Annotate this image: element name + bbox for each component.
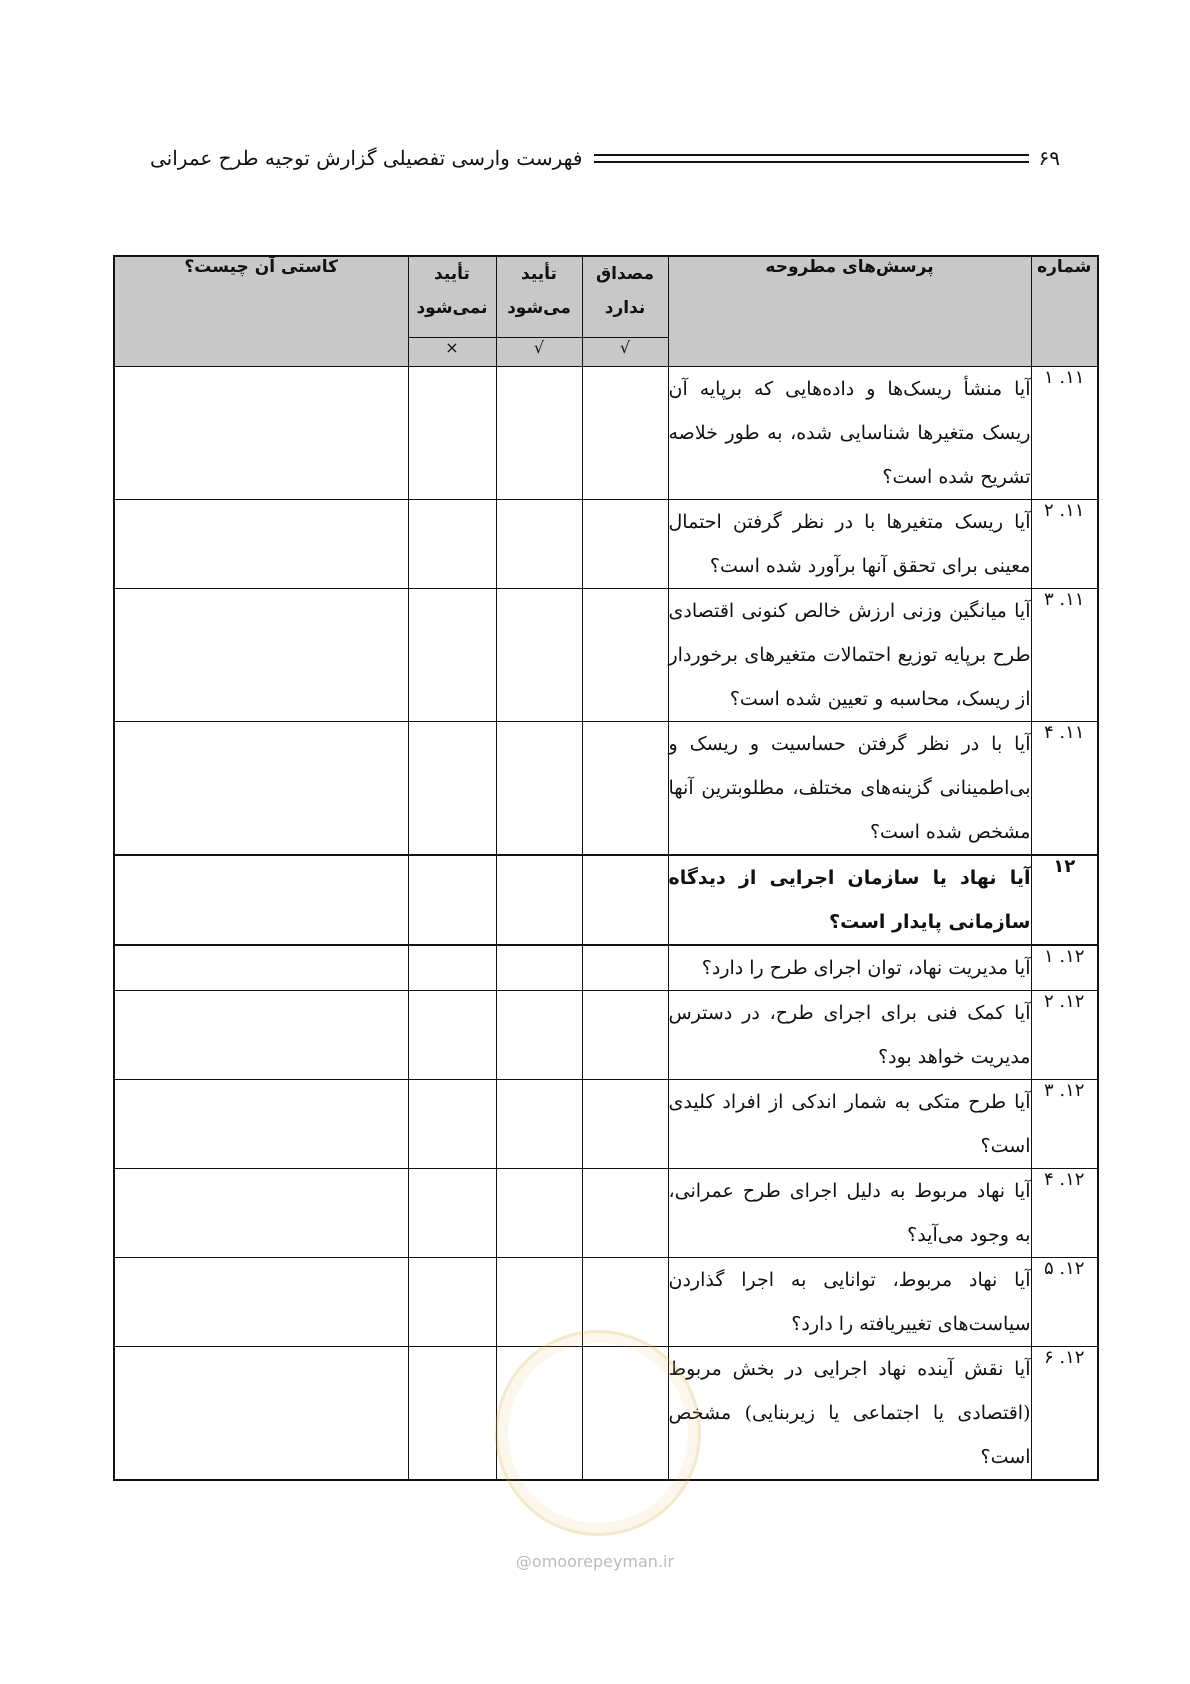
cell-not-confirmed[interactable] <box>408 500 496 589</box>
cell-not-applicable[interactable] <box>582 1169 668 1258</box>
cell-not-applicable[interactable] <box>582 367 668 500</box>
row-number: ۱۲. ۶ <box>1031 1347 1098 1481</box>
cell-not-applicable[interactable] <box>582 589 668 722</box>
cell-confirmed[interactable] <box>496 722 582 856</box>
row-number: ۱۲. ۴ <box>1031 1169 1098 1258</box>
cell-not-confirmed[interactable] <box>408 1169 496 1258</box>
row-question: آیا نهاد مربوط به دلیل اجرای طرح عمرانی، به وجود می‌آید؟ <box>668 1169 1031 1258</box>
cell-not-applicable[interactable] <box>582 722 668 856</box>
header-not-confirmed-line2: نمی‌شود <box>416 298 488 318</box>
row-question: آیا ریسک متغیرها با در نظر گرفتن احتمال معینی برای تحقق آنها برآورد شده است؟ <box>668 500 1031 589</box>
mark-not-applicable: √ <box>582 338 668 367</box>
cell-confirmed[interactable] <box>496 855 582 945</box>
table-row <box>114 722 1098 856</box>
row-number: ۱۲. ۳ <box>1031 1080 1098 1169</box>
mark-confirmed: √ <box>496 338 582 367</box>
row-number: ۱۱. ۳ <box>1031 589 1098 722</box>
cell-not-confirmed[interactable] <box>408 945 496 991</box>
row-number: ۱۲ <box>1031 855 1098 945</box>
header-confirmed-line2: می‌شود <box>507 298 571 318</box>
row-question: آیا نقش آینده نهاد اجرایی در بخش مربوط (اقتصادی یا اجتماعی یا زیربنایی) مشخص است؟ <box>668 1347 1031 1481</box>
cell-not-confirmed[interactable] <box>408 991 496 1080</box>
header-confirmed-line1: تأیید <box>521 264 557 284</box>
row-question: آیا با در نظر گرفتن حساسیت و ریسک و بی‌اطمینانی گزینه‌های مختلف، مطلوبترین آنها مشخص شده است؟ <box>668 722 1031 856</box>
cell-shortcoming[interactable] <box>114 1347 408 1481</box>
cell-confirmed[interactable] <box>496 500 582 589</box>
row-number: ۱۲. ۵ <box>1031 1258 1098 1347</box>
table-row <box>114 945 1098 991</box>
row-number: ۱۱. ۱ <box>1031 367 1098 500</box>
cell-not-applicable[interactable] <box>582 1080 668 1169</box>
header-not-confirmed <box>408 256 496 338</box>
cell-shortcoming[interactable] <box>114 1169 408 1258</box>
table-row <box>114 991 1098 1080</box>
cell-confirmed[interactable] <box>496 991 582 1080</box>
table-row <box>114 855 1098 945</box>
cell-confirmed[interactable] <box>496 945 582 991</box>
row-question: آیا مدیریت نهاد، توان اجرای طرح را دارد؟ <box>668 945 1031 991</box>
checklist-table <box>113 255 1099 1481</box>
header-rule <box>594 154 1028 163</box>
cell-not-confirmed[interactable] <box>408 589 496 722</box>
cell-not-confirmed[interactable] <box>408 722 496 856</box>
header-number: شماره <box>1031 256 1098 367</box>
header-shortcoming: کاستی آن چیست؟ <box>114 256 408 367</box>
cell-shortcoming[interactable] <box>114 1258 408 1347</box>
header-confirmed <box>496 256 582 338</box>
cell-shortcoming[interactable] <box>114 991 408 1080</box>
row-number: ۱۱. ۲ <box>1031 500 1098 589</box>
cell-shortcoming[interactable] <box>114 367 408 500</box>
header-not-confirmed-line1: تأیید <box>434 264 470 284</box>
cell-confirmed[interactable] <box>496 1169 582 1258</box>
checklist-rows <box>114 367 1098 1481</box>
header-question: پرسش‌های مطروحه <box>668 256 1031 367</box>
cell-not-confirmed[interactable] <box>408 1347 496 1481</box>
watermark-url: @omoorepeyman.ir <box>515 1552 675 1571</box>
page-number: ۶۹ <box>1038 146 1060 170</box>
row-question: آیا میانگین وزنی ارزش خالص کنونی اقتصادی طرح برپایه توزیع احتمالات متغیرهای برخوردار از ریسک، محاسبه و تعیین شده است؟ <box>668 589 1031 722</box>
cell-confirmed[interactable] <box>496 367 582 500</box>
row-question: آیا نهاد مربوط، توانایی به اجرا گذاردن سیاست‌های تغییریافته را دارد؟ <box>668 1258 1031 1347</box>
cell-shortcoming[interactable] <box>114 855 408 945</box>
header-not-applicable-line1: مصداق <box>595 264 655 284</box>
cell-not-confirmed[interactable] <box>408 1080 496 1169</box>
table-row <box>114 367 1098 500</box>
header-title: فهرست وارسی تفصیلی گزارش توجیه طرح عمرانی <box>150 146 583 170</box>
cell-not-confirmed[interactable] <box>408 855 496 945</box>
cell-shortcoming[interactable] <box>114 722 408 856</box>
cell-not-confirmed[interactable] <box>408 1258 496 1347</box>
mark-not-confirmed: × <box>408 338 496 367</box>
row-question: آیا طرح متکی به شمار اندکی از افراد کلیدی است؟ <box>668 1080 1031 1169</box>
table-row <box>114 500 1098 589</box>
table-row <box>114 589 1098 722</box>
header-not-applicable <box>582 256 668 338</box>
cell-shortcoming[interactable] <box>114 945 408 991</box>
cell-confirmed[interactable] <box>496 589 582 722</box>
row-number: ۱۲. ۲ <box>1031 991 1098 1080</box>
cell-not-applicable[interactable] <box>582 945 668 991</box>
row-question: آیا کمک فنی برای اجرای طرح، در دسترس مدیریت خواهد بود؟ <box>668 991 1031 1080</box>
cell-not-applicable[interactable] <box>582 500 668 589</box>
cell-shortcoming[interactable] <box>114 500 408 589</box>
page-header <box>150 138 1060 178</box>
table-row <box>114 1169 1098 1258</box>
row-number: ۱۲. ۱ <box>1031 945 1098 991</box>
row-question: آیا نهاد یا سازمان اجرایی از دیدگاه سازمانی پایدار است؟ <box>668 855 1031 945</box>
cell-not-applicable[interactable] <box>582 855 668 945</box>
watermark-seal <box>495 1330 701 1536</box>
row-question: آیا منشأ ریسک‌ها و داده‌هایی که برپایه آن ریسک متغیرها شناسایی شده، به طور خلاصه تشریح شده است؟ <box>668 367 1031 500</box>
cell-shortcoming[interactable] <box>114 589 408 722</box>
cell-confirmed[interactable] <box>496 1080 582 1169</box>
header-not-applicable-line2: ندارد <box>604 298 646 318</box>
cell-not-applicable[interactable] <box>582 991 668 1080</box>
table-row <box>114 1080 1098 1169</box>
cell-shortcoming[interactable] <box>114 1080 408 1169</box>
cell-not-confirmed[interactable] <box>408 367 496 500</box>
row-number: ۱۱. ۴ <box>1031 722 1098 856</box>
